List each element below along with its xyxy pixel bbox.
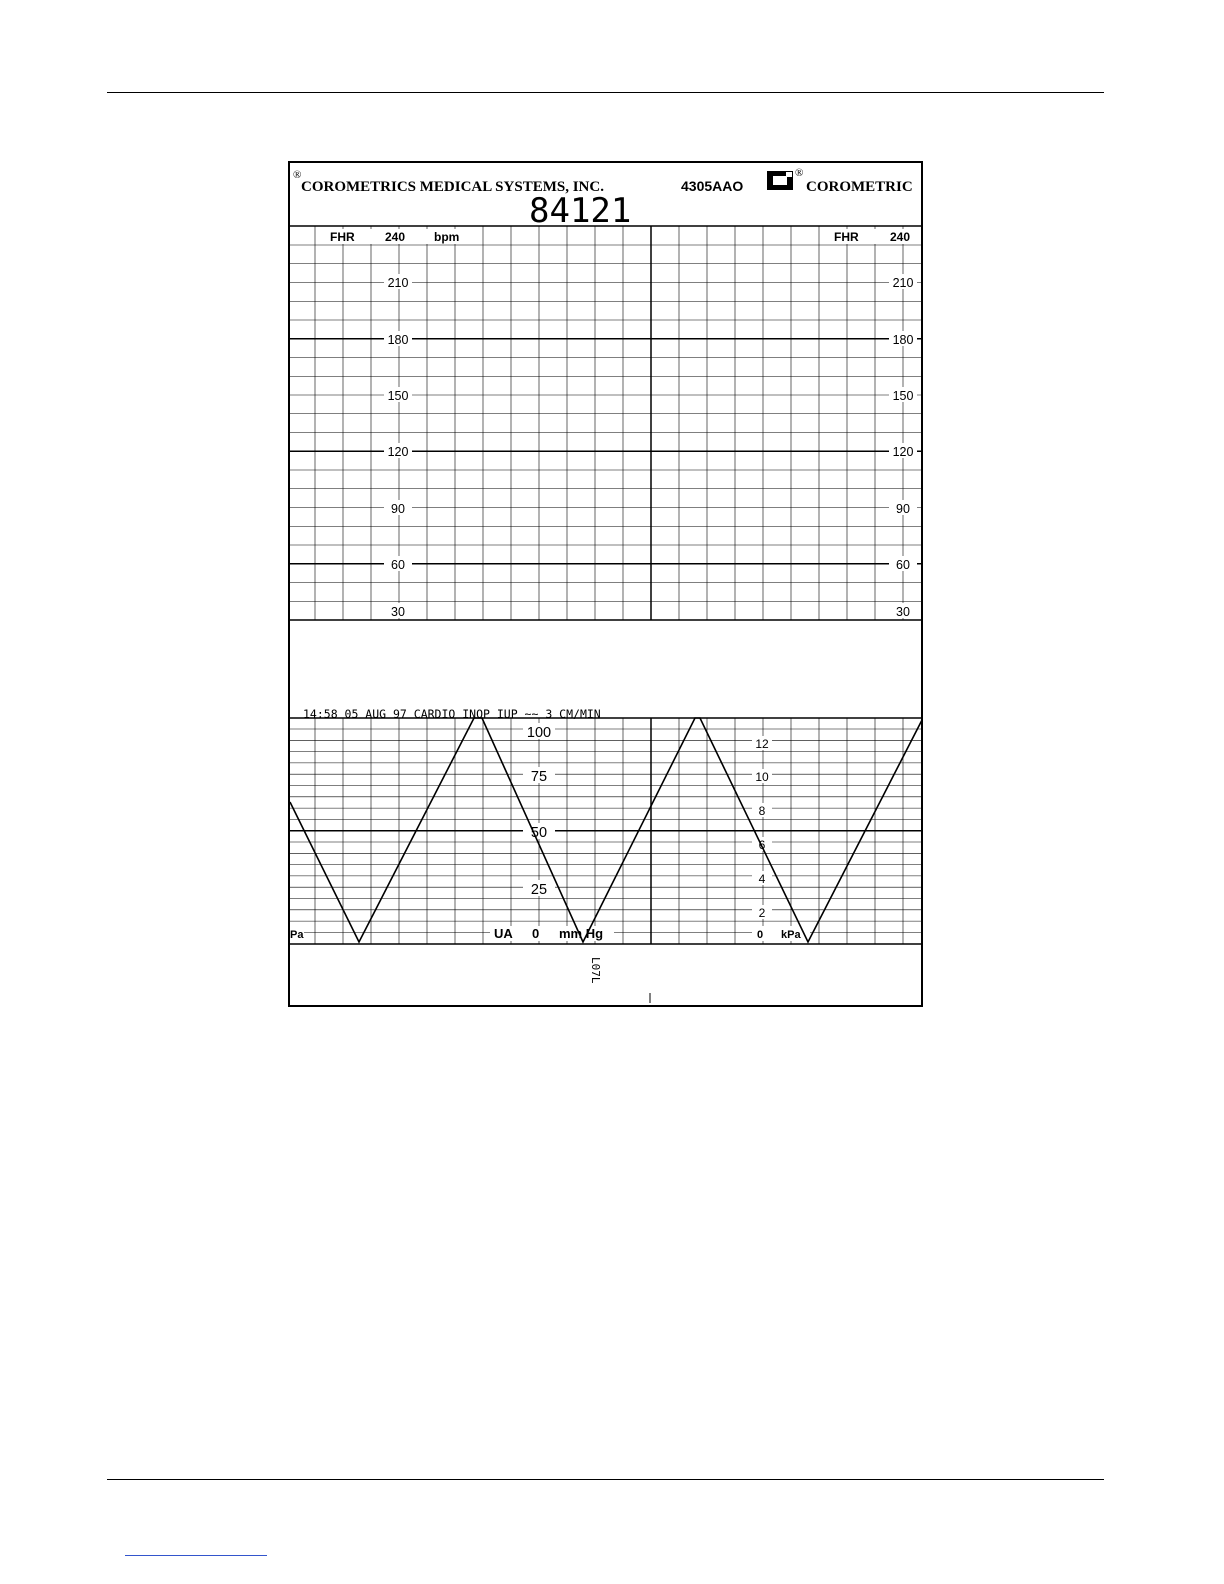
company-name-left: COROMETRICS MEDICAL SYSTEMS, INC.	[301, 179, 604, 195]
fhr-header-left	[326, 229, 472, 244]
fhr-top-value-right: 240	[890, 230, 911, 244]
fhr-scale-label: 60	[391, 558, 405, 572]
ua-zero-mmhg: 0	[532, 926, 540, 941]
fhr-unit-left: bpm	[434, 230, 460, 244]
fhr-scale-label: 90	[391, 502, 405, 516]
ua-kpa-label: 4	[758, 872, 766, 886]
fhr-scale-label: 180	[387, 333, 409, 347]
fhr-scale-label: 30	[391, 605, 405, 619]
company-name-right: COROMETRIC	[806, 179, 913, 195]
ua-left-edge-unit: Pa	[290, 929, 304, 941]
strip-frame	[289, 162, 922, 1006]
ua-kpa-unit: kPa	[781, 929, 801, 941]
fhr-header-right	[829, 229, 919, 244]
fhr-scale-label: 150	[387, 389, 409, 403]
ua-zero-kpa: 0	[757, 929, 764, 941]
fhr-scale-label: 210	[892, 276, 914, 290]
ua-mmhg-label: 25	[530, 882, 548, 898]
fhr-scale-label: 30	[896, 605, 910, 619]
ua-kpa-label: 10	[755, 770, 769, 784]
vertical-print-code: L07L	[589, 957, 602, 984]
fhr-scale-label: 60	[896, 558, 910, 572]
fhr-scale-label: 120	[387, 445, 409, 459]
registered-mark-left: ®	[293, 169, 302, 181]
recording-annotation: 14:58 05 AUG 97 CARDIO INOP IUP ~~ 3 CM/MIN	[303, 707, 601, 721]
fhr-label-left: FHR	[330, 230, 355, 244]
fhr-scale-label: 120	[892, 445, 914, 459]
ua-mmhg-label: 75	[530, 769, 548, 785]
corometrics-logo-icon	[767, 171, 793, 190]
fhr-scale-label: 210	[387, 276, 409, 290]
ua-kpa-label: 12	[755, 737, 769, 751]
fhr-scale-label: 150	[892, 389, 914, 403]
serial-number: 84121	[529, 191, 632, 231]
fhr-top-value-left: 240	[385, 230, 406, 244]
fhr-scale-label: 180	[892, 333, 914, 347]
ua-mmhg-label: 100	[526, 725, 552, 741]
paper-code: 4305AAO	[681, 178, 744, 194]
ua-mmhg-label: 50	[530, 825, 548, 841]
ua-kpa-label: 2	[758, 906, 766, 920]
ua-mmhg-unit: mm Hg	[559, 926, 604, 941]
fhr-scale-label: 90	[896, 502, 910, 516]
ua-kpa-label: 6	[758, 838, 766, 852]
registered-mark-right: ®	[795, 167, 804, 179]
ua-channel-label: UA	[494, 926, 513, 941]
ua-kpa-label: 8	[758, 804, 766, 818]
fhr-label-right: FHR	[834, 230, 859, 244]
